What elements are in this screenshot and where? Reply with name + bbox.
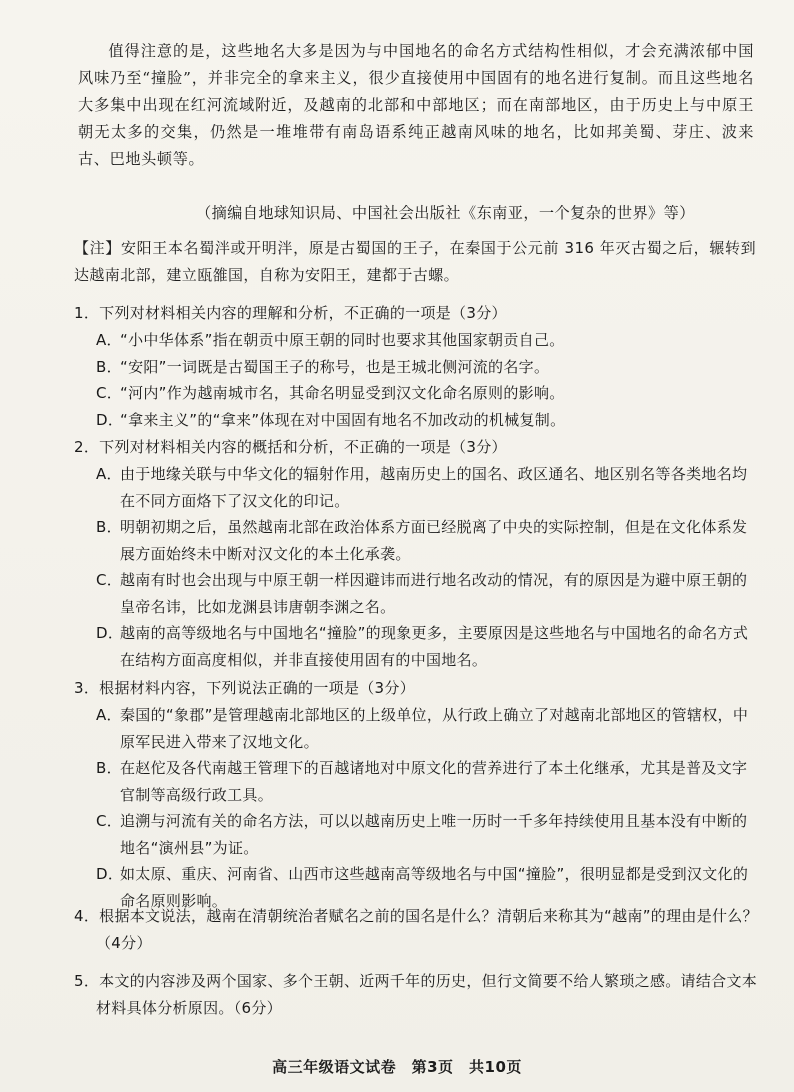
option-d [74, 620, 758, 673]
option-text: 追溯与河流有关的命名方法，可以以越南历史上唯一历时一千多年持续使用且基本没有中断的地名“演州县”为证。 [120, 812, 748, 857]
option-letter: B． [96, 518, 122, 536]
annotation-note [74, 235, 756, 289]
option-text: 秦国的“象郡”是管理越南北部地区的上级单位，从行政上确立了对越南北部地区的管辖权，中原军民进入带来了汉地文化。 [120, 706, 749, 751]
option-text: 越南的高等级地名与中国地名“撞脸”的现象更多，主要原因是这些地名与中国地名的命名方式在结构方面高度相似，并非直接使用固有的中国地名。 [120, 624, 749, 669]
option-text: 如太原、重庆、河南省、山西市这些越南高等级地名与中国“撞脸”，很明显都是受到汉文化的命名原则影响。 [120, 865, 749, 910]
option-text: “拿来主义”的“拿来”体现在对中国固有地名不加改动的机械复制。 [120, 410, 566, 429]
option-text: “安阳”一词既是古蜀国王子的称号，也是王城北侧河流的名字。 [120, 357, 550, 376]
page-footer: 高三年级语文试卷 第3页 共10页 [272, 1058, 522, 1076]
option-a [74, 702, 758, 755]
question-4 [74, 903, 758, 957]
option-letter: B． [96, 357, 122, 376]
option-d [74, 407, 758, 434]
option-text: “小中华体系”指在朝贡中原王朝的同时也要求其他国家朝贡自己。 [120, 331, 565, 349]
option-letter: C． [96, 384, 123, 402]
passage-block [78, 38, 754, 173]
passage-source: （摘编自地球知识局、中国社会出版社《东南亚，一个复杂的世界》等） [196, 204, 695, 222]
question-1 [74, 300, 758, 433]
option-c [74, 567, 758, 620]
option-letter: C． [96, 571, 123, 589]
option-b [74, 514, 758, 567]
option-c [74, 380, 758, 407]
option-c [74, 808, 758, 861]
option-letter: D． [96, 865, 124, 883]
passage-paragraph: 值得注意的是，这些地名大多是因为与中国地名的命名方式结构性相似，才会充满浓郁中国风味乃至“撞脸”，并非完全的拿来主义，很少直接使用中国固有的地名进行复制。而且这些地名大多集中出现在红河流域附近，及越南的北部和中部地区；而在南部地区，由于历史上与中原王朝无太多的交集，仍然是一堆堆带有南岛语系纯正越南风味的地名，比如邦美蜀、芽庄、波来古、巴地头顿等。 [78, 42, 754, 168]
option-a [74, 327, 758, 354]
note-text: 安阳王本名蜀泮或开明泮，原是古蜀国的王子，在秦国于公元前 316 年灭古蜀之后，辗转到达越南北部，建立瓯雒国，自称为安阳王，建都于古螺。 [74, 239, 757, 284]
question-2 [74, 434, 758, 673]
question-stem: 3．根据材料内容，下列说法正确的一项是（3分） [74, 679, 415, 697]
option-letter: A． [96, 331, 122, 349]
option-letter: B． [96, 759, 122, 777]
question-stem: 4．根据本文说法，越南在清朝统治者赋名之前的国名是什么？清朝后来称其为“越南”的理由是什么？（4分） [74, 907, 758, 952]
option-text: “河内”作为越南城市名，其命名明显受到汉文化命名原则的影响。 [120, 384, 565, 402]
option-letter: C． [96, 812, 123, 830]
option-b [74, 354, 758, 381]
option-letter: A． [96, 465, 122, 483]
option-letter: D． [96, 410, 124, 429]
option-text: 在赵佗及各代南越王管理下的百越诸地对中原文化的营养进行了本土化继承，尤其是普及文字官制等高级行政工具。 [120, 759, 748, 804]
question-stem: 5．本文的内容涉及两个国家、多个王朝、近两千年的历史，但行文简要不给人繁琐之感。请结合文本材料具体分析原因。（6分） [74, 972, 758, 1017]
option-text: 明朝初期之后，虽然越南北部在政治体系方面已经脱离了中央的实际控制，但是在文化体系发展方面始终未中断对汉文化的本土化承袭。 [120, 518, 748, 563]
option-b [74, 755, 758, 808]
option-letter: A． [96, 706, 122, 724]
option-letter: D． [96, 624, 124, 642]
option-a [74, 461, 758, 514]
option-text: 越南有时也会出现与中原王朝一样因避讳而进行地名改动的情况，有的原因是为避中原王朝的皇帝名讳，比如龙渊县讳唐朝李渊之名。 [120, 571, 748, 616]
note-label: 【注】 [74, 239, 121, 257]
question-3 [74, 675, 758, 914]
question-stem: 2．下列对材料相关内容的概括和分析，不正确的一项是（3分） [74, 438, 507, 456]
question-stem: 1．下列对材料相关内容的理解和分析，不正确的一项是（3分） [74, 304, 507, 322]
question-5 [74, 968, 758, 1022]
option-text: 由于地缘关联与中华文化的辐射作用，越南历史上的国名、政区通名、地区别名等各类地名均在不同方面烙下了汉文化的印记。 [120, 465, 748, 510]
